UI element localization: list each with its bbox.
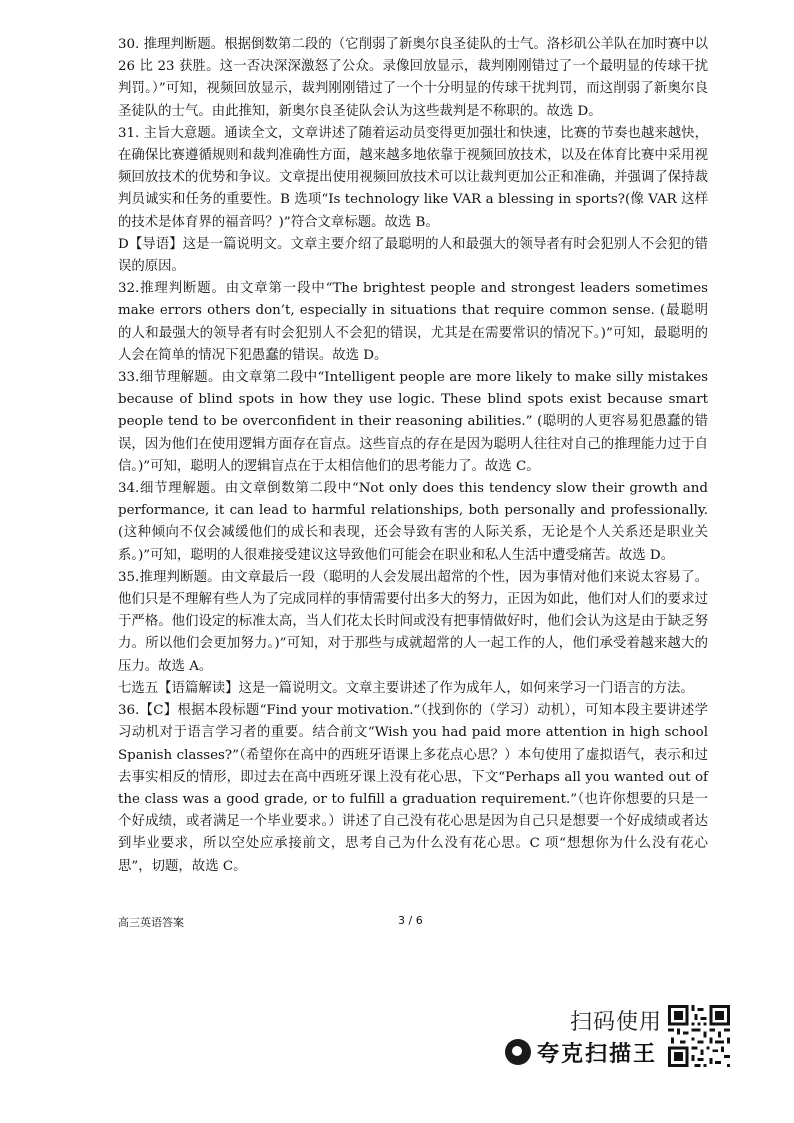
answer-q34: 34.细节理解题。由文章倒数第二段中“Not only does this tendency slow their growth and performance, it can lead to harmful relationships, both personally and professionally. (这种倾向不仅会减缓他们的成长和表现，还会导致有害的人际关系，无论是个人关系还是职业关系。)”可知，聪明的人很难接受建议这导致他们可能会在职业和私人生活中遭受痛苦。故选 D。 bbox=[118, 481, 708, 563]
qr-code-icon[interactable] bbox=[668, 1005, 730, 1067]
page-footer bbox=[118, 914, 708, 934]
brand-name: 夸克扫描王 bbox=[537, 1041, 658, 1067]
passage-d-intro: D【导语】这是一篇说明文。文章主要介绍了最聪明的人和最强大的领导者有时会犯别人不会犯的错误的原因。 bbox=[118, 236, 708, 275]
answer-q36: 36.【C】根据本段标题“Find your motivation.”（找到你的（学习）动机），可知本段主要讲述学习动机对于语言学习者的重要。结合前文“Wish you had paid more attention in high school Spanish classes?”（希望你在高中的西班牙语课上多花点心思？）本句使用了虚拟语气，表示和过去事实相反的情形，即过去在高中西班牙课上没有花心思，下文“Perhaps all you wanted out of the class was a good grade, or to fulfill a graduation requirement.”（也许你想要的只是一个好成绩，或者满足一个毕业要求。）讲述了自己没有花心思是因为自己只是想要一个好成绩或者达到毕业要求，所以空处应承接前文，思考自己为什么没有花心思。C 项“想想你为什么没有花心思”，切题，故选 C。 bbox=[118, 703, 708, 874]
footer-subject: 高三英语答案 bbox=[118, 916, 184, 929]
scanner-watermark bbox=[505, 1005, 735, 1070]
answer-q30: 30. 推理判断题。根据倒数第二段的（它削弱了新奥尔良圣徒队的士气。洛杉矶公羊队在加时赛中以 26 比 23 获胜。这一否决深深激怒了公众。录像回放显示，裁判刚刚错过了一个最明显的传球干扰判罚。）”可知，视频回放显示，裁判刚刚错过了一个十分明显的传球干扰判罚，而这削弱了新奥尔良圣徒队的士气。由此推知，新奥尔良圣徒队会认为这些裁判是不称职的。故选 D。 bbox=[118, 37, 708, 119]
quark-logo-icon bbox=[505, 1039, 531, 1065]
page-number: 3 / 6 bbox=[398, 914, 423, 927]
answer-q35: 35.推理判断题。由文章最后一段（聪明的人会发展出超常的个性，因为事情对他们来说太容易了。他们只是不理解有些人为了完成同样的事情需要付出多大的努力，正因为如此，他们对人们的要求过于严格。他们设定的标准太高，当人们花太长时间或没有把事情做好时，他们会认为这是由于缺乏努力。所以他们会更加努力。)”可知，对于那些与成就超常的人一起工作的人，他们承受着越来越大的压力。故选 A。 bbox=[118, 569, 708, 674]
answer-q33: 33.细节理解题。由文章第二段中“Intelligent people are more likely to make silly mistakes because of blind spots in how they use logic. These blind spots exist because smart people tend to be overconfident in their reasoning abilities.” (聪明的人更容易犯愚蠢的错误，因为他们在使用逻辑方面存在盲点。这些盲点的存在是因为聪明人往往对自己的推理能力过于自信。)”可知，聪明人的逻辑盲点在于太相信他们的思考能力了。故选 C。 bbox=[118, 370, 708, 474]
scan-label: 扫码使用 bbox=[570, 1010, 663, 1035]
answer-document bbox=[118, 34, 708, 878]
answer-q31: 31. 主旨大意题。通读全文，文章讲述了随着运动员变得更加强壮和快速，比赛的节奏也越来越快，在确保比赛遵循规则和裁判准确性方面，越来越多地依靠于视频回放技术，以及在体育比赛中采用视频回放技术的优势和争议。文章提出使用视频回放技术可以让裁判更加公正和准确，并强调了保持裁判员诚实和任务的重要性。B 选项“Is technology like VAR a blessing in sports?(像 VAR 这样的技术是体育界的福音吗？)”符合文章标题。故选 B。 bbox=[118, 125, 708, 230]
seven-choose-five-intro: 七选五【语篇解读】这是一篇说明文。文章主要讲述了作为成年人，如何来学习一门语言的方法。 bbox=[118, 680, 694, 696]
brand bbox=[505, 1036, 657, 1068]
answer-q32: 32.推理判断题。由文章第一段中“The brightest people and strongest leaders sometimes make errors others don’t, especially in situations that require common sense. (最聪明的人和最强大的领导者有时会犯别人不会犯的错误，尤其是在需要常识的情况下。)”可知，最聪明的人会在简单的情况下犯愚蠢的错误。故选 D。 bbox=[118, 281, 708, 363]
